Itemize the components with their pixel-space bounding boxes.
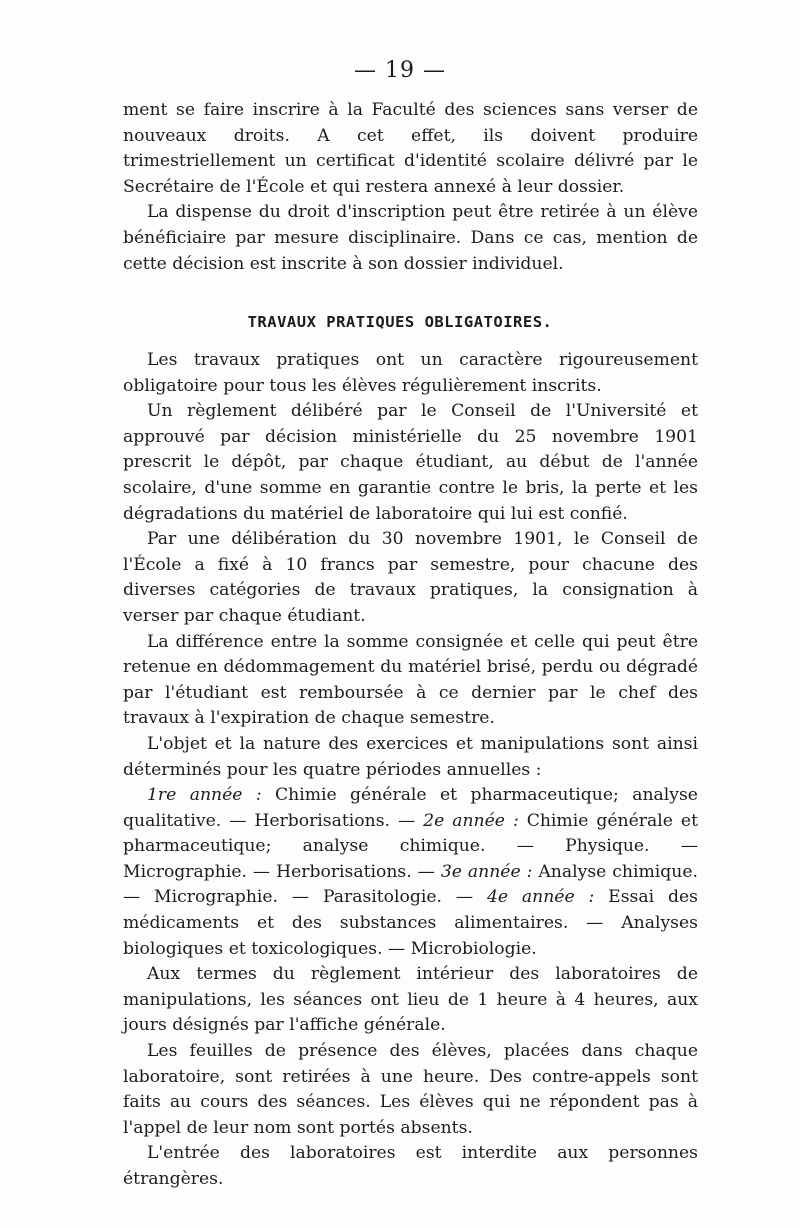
paragraph-difference: La différence entre la somme consignée et celle qui peut être retenue en dédommagement du matériel brisé, perdu ou dégradé par l'étudiant est remboursée à ce dernier par le chef des travaux à l'expiration de chaque semestre. [123,631,698,729]
year-3-label: 3e année : [440,861,533,882]
paragraph-objet: L'objet et la nature des exercices et manipulations sont ainsi déterminés pour les quatre périodes annuelles : [123,733,698,780]
paragraph-continuation: ment se faire inscrire à la Faculté des sciences sans verser de nouveaux droits. A cet effet, ils doivent produire trimestriellement un certificat d'identité scolaire délivré par le Secrétaire de l'École et qui restera annexé à leur dossier. [123,100,698,197]
paragraph-deliberation: Par une délibération du 30 novembre 1901, le Conseil de l'École a fixé à 10 francs par semestre, pour chacune des diverses catégories de travaux pratiques, la consignation à verser par chaque étudiant. [123,529,698,626]
paragraph-entree: L'entrée des laboratoires est interdite aux personnes étrangères. [123,1143,698,1189]
paragraph-seances: Aux termes du règlement intérieur des laboratoires de manipulations, les séances ont lieu de 1 heure à 4 heures, aux jours désignés par l'affiche générale. [123,964,698,1036]
year-3-text: Analyse chimique. — Micrographie. — Parasitologie. — [123,861,698,908]
paragraph-obligatoire: Les travaux pratiques ont un caractère rigoureusement obligatoire pour tous les élèves régulièrement inscrits. [123,350,698,396]
page-number: — 19 — [354,58,446,83]
paragraph-annees [123,783,698,962]
intro-text [123,98,698,277]
paragraph-dispense: La dispense du droit d'inscription peut être retirée à un élève bénéficiaire par mesure disciplinaire. Dans ce cas, mention de cette décision est inscrite à son dossier individuel. [123,202,698,274]
paragraph-presence: Les feuilles de présence des élèves, placées dans chaque laboratoire, sont retirées à une heure. Des contre-appels sont faits au cours des séances. Les élèves qui ne répondent pas à l'appel de leur nom sont portés absents. [123,1041,698,1138]
paragraph-reglement: Un règlement délibéré par le Conseil de l'Université et approuvé par décision ministérielle du 25 novembre 1901 prescrit le dépôt, par chaque étudiant, au début de l'année scolaire, d'une somme en garantie contre le bris, la perte et les dégradations du matériel de laboratoire qui lui est confié. [123,401,698,524]
year-4-label: 4e année : [486,887,595,908]
section-heading: TRAVAUX PRATIQUES OBLIGATOIRES. [247,313,553,331]
section-text [123,348,698,1193]
year-4-text: Essai des médicaments et des substances alimentaires. — Analyses biologiques et toxicologiques. — Microbiologie. [123,887,698,959]
year-1-text: Chimie générale et pharmaceutique; analyse qualitative. — Herborisations. — [123,785,698,831]
year-2-text: Chimie générale et pharmaceutique; analyse chimique. — Physique. — Micrographie. — Herborisations. — [123,810,698,882]
year-1-label: 1re année : [147,785,262,806]
year-2-label: 2e année : [423,810,519,831]
